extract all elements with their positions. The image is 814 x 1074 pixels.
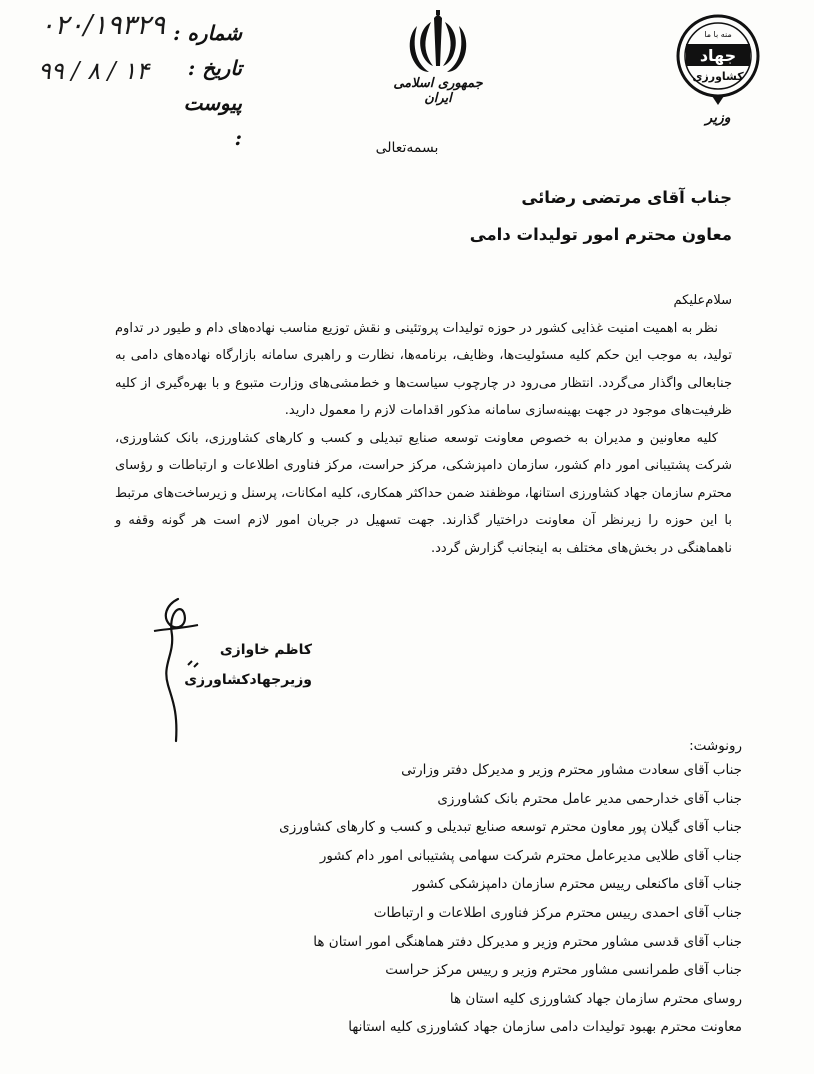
republic-label: جمهوری اسلامی ایران: [393, 76, 483, 106]
recipient-title: معاون محترم امور تولیدات دامی: [469, 225, 732, 244]
cc-title: رونوشت:: [689, 738, 742, 754]
signer-block: [184, 635, 312, 695]
cc-item: جناب آقای سعادت مشاور محترم وزیر و مدیرکل دفتر وزارتی: [401, 762, 742, 778]
national-emblem-block: [378, 8, 498, 108]
cc-item: جناب آقای قدسی مشاور محترم وزیر و مدیرکل دفتر هماهنگی امور استان ها: [313, 933, 742, 950]
metadata-labels: [172, 16, 242, 156]
invocation-text: بسمه‌تعالی: [375, 140, 439, 156]
logo-main-text: جهاد: [699, 46, 737, 65]
cc-item: جناب آقای خدارحمی مدیر عامل محترم بانک کشاورزی: [437, 790, 742, 807]
cc-item: جناب آقای ماکنعلی رییس محترم سازمان دامپزشکی کشور: [412, 876, 742, 893]
ministry-logo-icon: [672, 10, 764, 108]
minister-label: وزیر: [705, 110, 731, 126]
signer-name: کاظم خاوازی: [219, 642, 312, 658]
letter-body: [115, 287, 732, 562]
attachment-label: پیوست :: [183, 91, 242, 150]
cc-block: [150, 738, 742, 1042]
logo-top-text: منه با ما: [704, 30, 732, 39]
reference-date: ۹۹ / ۸ / ۱۴: [38, 57, 150, 85]
cc-list: [150, 756, 742, 1042]
date-label: تاریخ :: [187, 56, 242, 80]
cc-item: روسای محترم سازمان جهاد کشاورزی کلیه استان ها: [449, 990, 742, 1007]
cc-item: جناب آقای طمرانسی مشاور محترم وزیر و رییس مرکز حراست: [385, 962, 742, 979]
reference-number: ۰۲۰/۱۹۳۲۹: [40, 10, 166, 41]
number-label: شماره :: [173, 21, 242, 45]
cc-item: جناب آقای طلایی مدیرعامل محترم شرکت سهامی پشتیبانی امور دام کشور: [319, 847, 742, 864]
logo-sub-text: کشاورزی: [692, 70, 744, 83]
signer-title: وزیرجهادکشاورزی: [184, 672, 312, 688]
cc-item: جناب آقای گیلان پور معاون محترم توسعه صنایع تبدیلی و کسب و کارهای کشاورزی: [279, 819, 742, 836]
recipient-name: جناب آقای مرتضی رضائی: [521, 188, 732, 207]
body-paragraph-1: نظر به اهمیت امنیت غذایی کشور در حوزه تولیدات پروتئینی و نقش توزیع مناسب نهاده‌های دام و طیور در تداوم تولید، به موجب این حکم کلیه مسئولیت‌ها، وظایف، برنامه‌ها، نظارت و راهبری سامانه بازارگاه نهاده‌های دامی به جنابعالی واگذار می‌گردد. انتظار می‌رود در چارچوب سیاست‌ها و خط‌مشی‌های وزارت متبوع و با بهره‌گیری از کلیه ظرفیت‌های موجود در جهت بهینه‌سازی سامانه مذکور اقدامات لازم را معمول دارید.: [115, 320, 732, 418]
greeting: سلام‌علیکم: [673, 293, 732, 308]
national-emblem-icon: [403, 8, 473, 80]
ministry-logo-block: [668, 10, 768, 140]
cc-item: جناب آقای احمدی رییس محترم مرکز فناوری اطلاعات و ارتباطات: [373, 904, 742, 921]
cc-item: معاونت محترم بهبود تولیدات دامی سازمان جهاد کشاورزی کلیه استانها: [348, 1019, 742, 1036]
body-paragraph-2: کلیه معاونین و مدیران به خصوص معاونت توسعه صنایع تبدیلی و کسب و کارهای کشاورزی، بانک کشاورزی، شرکت پشتیبانی امور دام کشور، سازمان دامپزشکی، مرکز حراست، مرکز فناوری اطلاعات و ارتباطات و رؤسای محترم سازمان جهاد کشاورزی استانها، موظفند ضمن حداکثر همکاری، کلیه امکانات، پرسنل و زیرساخت‌های مرتبط با این حوزه را زیرنظر آن معاونت دراختیار گذارند. جهت تسهیل در جریان امور لازم است هر گونه وقفه و ناهماهنگی در بخش‌های مختلف به اینجانب گزارش گردد.: [115, 430, 732, 556]
